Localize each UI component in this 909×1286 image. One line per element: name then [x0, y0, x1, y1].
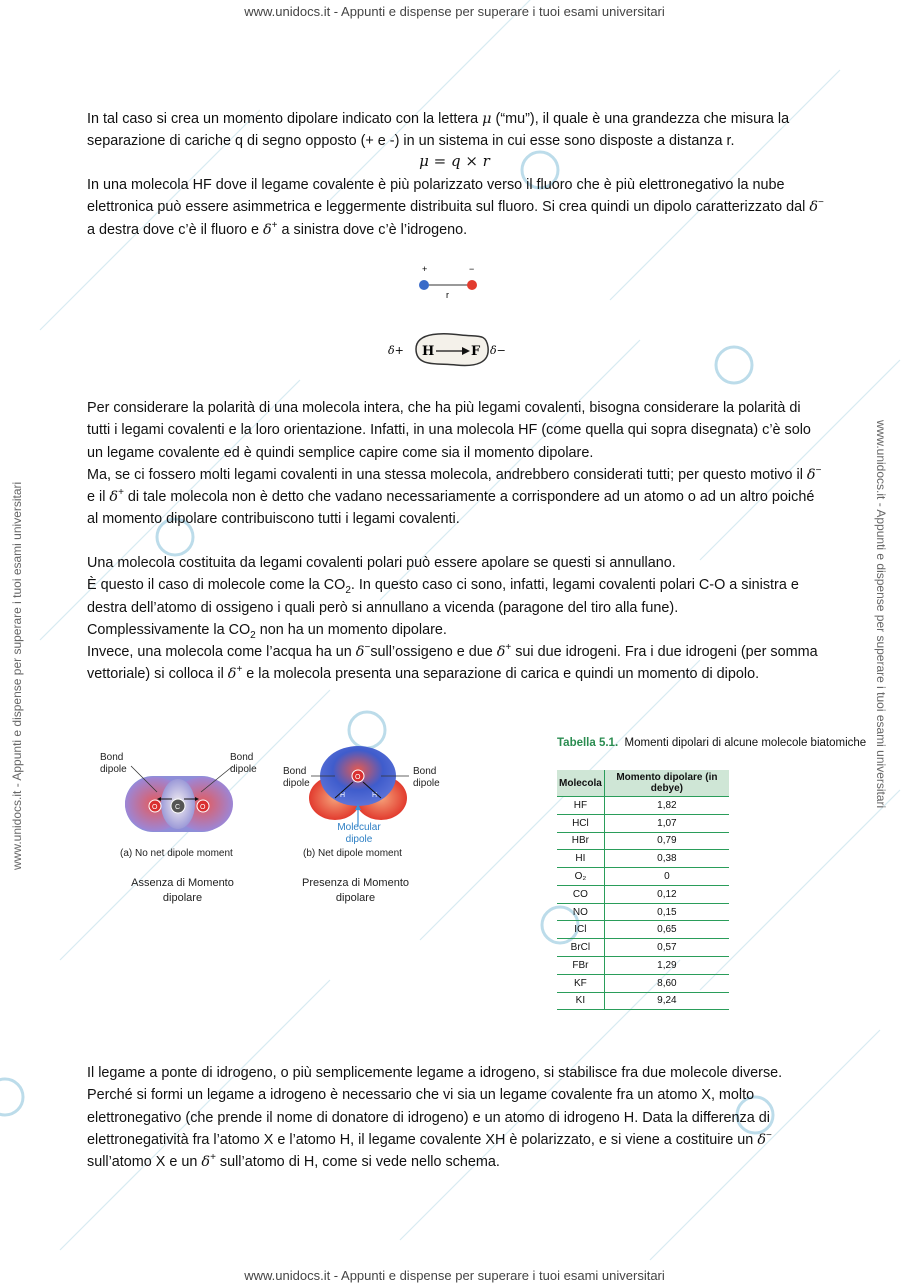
negative-charge-dot: [467, 280, 477, 290]
table-row: [557, 814, 729, 832]
table-row: [557, 885, 729, 903]
h-atom: H: [422, 344, 435, 359]
table-row: [557, 957, 729, 975]
dipole-cell: 0,38: [604, 850, 729, 868]
atom-o: O: [355, 774, 361, 781]
minus-label: −: [469, 264, 475, 274]
plus-label: +: [422, 264, 428, 274]
positive-charge-dot: [419, 280, 429, 290]
header-watermark: www.unidocs.it - Appunti e dispense per superare i tuoi esami universitari: [244, 4, 665, 19]
table-row: [557, 992, 729, 1010]
molecule-cell: O₂: [557, 868, 604, 886]
table-row: [557, 974, 729, 992]
co2-bond-dipole-left: Bond dipole: [100, 752, 127, 775]
dipole-cell: 0,79: [604, 832, 729, 850]
molecule-cell: KF: [557, 974, 604, 992]
column-header-dipole: Momento dipolare (in debye): [604, 770, 729, 797]
dipole-cell: 8,60: [604, 974, 729, 992]
paragraph-hf-dipole: In una molecola HF dove il legame covalente è più polarizzato verso il fluoro che è più elettronegativo la nube elettronica può essere asimmetrica e leggermente distribuita sul fluoro. Si crea quindi un dipolo caratterizzato dal δ− a destra dove c’è il fluoro e δ+ a sinistra dove c’è l’idrogeno.: [87, 177, 824, 238]
molecule-cell: NO: [557, 903, 604, 921]
dipole-cell: 0,65: [604, 921, 729, 939]
table-row: [557, 832, 729, 850]
column-header-molecule: Molecola: [557, 770, 604, 797]
table-title: Tabella 5.1. Momenti dipolari di alcune molecole biatomiche: [557, 737, 867, 749]
molecule-cell: KI: [557, 992, 604, 1010]
atom-c: C: [175, 804, 181, 811]
dipole-moments-table: [557, 770, 729, 1010]
co2-label: Assenza di Momento dipolare: [131, 877, 234, 904]
table-row: [557, 939, 729, 957]
delta-minus-label: δ−: [490, 344, 506, 357]
dipole-cell: 9,24: [604, 992, 729, 1010]
dipole-cell: 0,12: [604, 885, 729, 903]
dipole-cell: 0,15: [604, 903, 729, 921]
hf-electron-cloud-diagram: [386, 325, 514, 375]
side-watermark-right: www.unidocs.it - Appunti e dispense per superare i tuoi esami universitari: [874, 420, 888, 809]
molecular-dipole-label: Molecular dipole: [337, 822, 381, 845]
dipole-cell: 1,29: [604, 957, 729, 975]
molecule-cell: HBr: [557, 832, 604, 850]
co2-caption: (a) No net dipole moment: [120, 848, 233, 859]
delta-plus-label: δ+: [388, 344, 404, 357]
molecule-cell: ICl: [557, 921, 604, 939]
f-atom: F: [471, 344, 481, 359]
molecule-cell: HCl: [557, 814, 604, 832]
table-row: [557, 797, 729, 815]
footer-watermark: www.unidocs.it - Appunti e dispense per superare i tuoi esami universitari: [244, 1268, 665, 1283]
table-row: [557, 868, 729, 886]
paragraph-apolar-molecules: Una molecola costituita da legami covalenti polari può essere apolare se questi si annullano. È questo il caso di molecole come la $CO_2$. In questo caso ci sono, infatti, legami covalenti polari C-O a sinistra e destra dell’atomo di ossigeno i quali però si annullano a vicenda (paragone del tiro alla fune). Complessivamente la $CO_2$ non ha un momento dipolare. Invece, una molecola come l’acqua ha un δ−sull’ossigeno e due δ+ sui due idrogeni. Fra i due idrogeni (per somma vettoriale) si colloca il δ+ e la molecola presenta una separazione di carica e quindi un momento di dipolo.: [87, 555, 818, 683]
atom-o-right: O: [200, 804, 206, 811]
table-header-row: [557, 770, 729, 797]
paragraph-dipole-definition: In tal caso si crea un momento dipolare indicato con la lettera μ (“mu”), il quale è una grandezza che misura la separazione di cariche q di segno opposto (+ e -) in un sistema in cui esse sono disposte a distanza r.: [87, 111, 790, 150]
side-watermark-left: www.unidocs.it - Appunti e dispense per superare i tuoi esami universitari: [10, 481, 24, 870]
paragraph-hydrogen-bond: Il legame a ponte di idrogeno, o più semplicemente legame a idrogeno, si stabilisce fra due molecole diverse. Perché si formi un legame a idrogeno è necessario che vi sia un legame covalente fra un atomo X, molto elettronegativo (che prende il nome di donatore di idrogeno) e un atomo di idrogeno H. Data la differenza di elettronegatività fra l’atomo X e l’atomo H, il legame covalente XH è polarizzato, e si viene a costituire un δ− sull’atomo X e un δ+ sull’atomo di H, come si vede nello schema.: [87, 1065, 783, 1171]
table-row: [557, 921, 729, 939]
dipole-formula: μ = q × r: [419, 152, 490, 170]
molecule-cell: BrCl: [557, 939, 604, 957]
dipole-cell: 1,07: [604, 814, 729, 832]
h2o-bond-dipole-left: Bond dipole: [283, 766, 310, 789]
h2o-label: Presenza di Momento dipolare: [302, 877, 409, 904]
co2-bond-dipole-right: Bond dipole: [230, 752, 257, 775]
atom-o-left: O: [152, 804, 158, 811]
atom-h-left: H: [340, 792, 346, 799]
molecule-cell: HF: [557, 797, 604, 815]
table-row: [557, 850, 729, 868]
dipole-cell: 0,57: [604, 939, 729, 957]
atom-h-right: H: [372, 792, 378, 799]
molecule-cell: FBr: [557, 957, 604, 975]
h2o-bond-dipole-right: Bond dipole: [413, 766, 440, 789]
distance-label: r: [446, 290, 449, 300]
molecule-cell: CO: [557, 885, 604, 903]
dipole-cell: 0: [604, 868, 729, 886]
dipole-diagram: [412, 263, 482, 303]
dipole-cell: 1,82: [604, 797, 729, 815]
molecule-cell: HI: [557, 850, 604, 868]
table-row: [557, 903, 729, 921]
h2o-caption: (b) Net dipole moment: [303, 848, 402, 859]
paragraph-molecule-polarity: Per considerare la polarità di una molecola intera, che ha più legami covalenti, bisogna considerare la polarità di tutti i legami covalenti e la loro orientazione. Infatti, in una molecola HF (come quella qui sopra disegnata) c’è solo un legame covalente ed è quindi semplice capire come sia il momento dipolare. Ma, se ci fossero molti legami covalenti in una stessa molecola, andrebbero considerati tutti; per questo motivo il δ− e il δ+ di tale molecola non è detto che vadano necessariamente a corrispondere ad un atomo o ad un altro poiché al momento dipolare contribuiscono tutti i legami covalenti.: [87, 400, 822, 528]
